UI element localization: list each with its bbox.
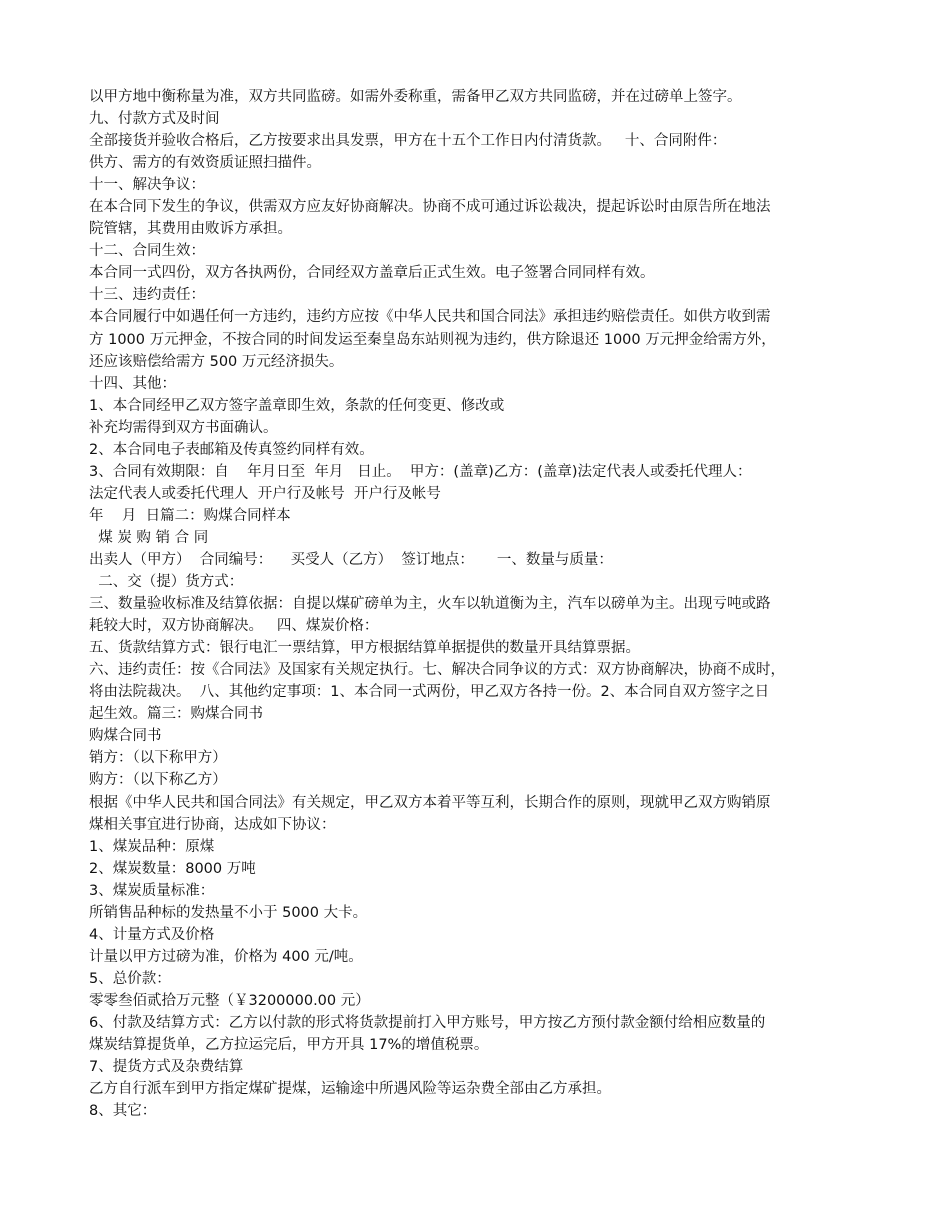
text-line: 方 1000 万元押金，不按合同的时间发运至秦皇岛东站则视为违约，供方除退还 1000 万元押金给需方外， (89, 331, 776, 348)
text-line: 煤炭结算提货单，乙方拉运完后，甲方开具 17%的增值税票。 (89, 1037, 489, 1054)
text-line: 煤相关事宜进行协商，达成如下协议： (89, 816, 336, 833)
text-line: 根据《中华人民共和国合同法》有关规定，甲乙双方本着平等互利，长期合作的原则，现就甲乙双方购销原 (89, 794, 771, 811)
text-line: 六、违约责任：按《合同法》及国家有关规定执行。七、解决合同争议的方式：双方协商解决，协商不成时， (89, 662, 785, 679)
section-heading: 十二、合同生效： (89, 243, 205, 260)
text-line: 将由法院裁决。 八、其他约定事项：1、本合同一式两份，甲乙双方各持一份。2、本合同自双方签字之日 (89, 684, 770, 701)
text-line: 三、数量验收标准及结算依据：自提以煤矿磅单为主，火车以轨道衡为主，汽车以磅单为主。出现亏吨或路 (89, 596, 771, 613)
text-line: 8、其它： (89, 1103, 157, 1120)
text-line: 3、煤炭质量标准： (89, 882, 215, 899)
text-line: 1、本合同经甲乙双方签字盖章即生效，条款的任何变更、修改或 (89, 397, 505, 414)
text-line: 耗较大时，双方协商解决。 四、煤炭价格： (89, 618, 379, 635)
section-heading: 十一、解决争议： (89, 177, 205, 194)
text-line: 本合同一式四份，双方各执两份，合同经双方盖章后正式生效。电子签署合同同样有效。 (89, 265, 655, 282)
section-heading: 十三、违约责任： (89, 287, 205, 304)
text-line: 补充均需得到双方书面确认。 (89, 419, 278, 436)
text-line: 法定代表人或委托代理人 开户行及帐号 开户行及帐号 (89, 485, 441, 502)
text-line: 乙方自行派车到甲方指定煤矿提煤，运输途中所遇风险等运杂费全部由乙方承担。 (89, 1081, 611, 1098)
text-line: 二、交（提）货方式： (89, 574, 244, 591)
text-line: 5、总价款： (89, 970, 171, 987)
section-heading: 十四、其他： (89, 375, 176, 392)
text-line: 6、付款及结算方式：乙方以付款的形式将货款提前打入甲方账号，甲方按乙方预付款金额付给相应数量的 (89, 1014, 766, 1031)
text-line: 7、提货方式及杂费结算 (89, 1059, 244, 1076)
contract-title: 购煤合同书 (89, 728, 162, 745)
text-line: 本合同履行中如遇任何一方违约，违约方应按《中华人民共和国合同法》承担违约赔偿责任。如供方收到需 (89, 309, 771, 326)
text-line: 院管辖，其费用由败诉方承担。 (89, 221, 292, 238)
text-line: 2、煤炭数量：8000 万吨 (89, 860, 256, 877)
text-line: 购方：（以下称乙方） (89, 772, 227, 789)
text-line: 计量以甲方过磅为准，价格为 400 元/吨。 (89, 948, 363, 965)
text-line: 起生效。篇三：购煤合同书 (89, 706, 263, 723)
text-line: 全部接货并验收合格后，乙方按要求出具发票，甲方在十五个工作日内付清货款。 十、合同附件： (89, 133, 727, 150)
text-line: 1、煤炭品种：原煤 (89, 838, 215, 855)
text-line: 4、计量方式及价格 (89, 926, 215, 943)
section-heading: 九、付款方式及时间 (89, 111, 220, 128)
text-line: 所销售品种标的发热量不小于 5000 大卡。 (89, 904, 368, 921)
text-line: 在本合同下发生的争议，供需双方应友好协商解决。协商不成可通过诉讼裁决，提起诉讼时由原告所在地法 (89, 199, 771, 216)
text-line: 年 月 日篇二：购煤合同样本 (89, 507, 291, 524)
document-body (89, 86, 869, 1122)
text-line: 还应该赔偿给需方 500 万元经济损失。 (89, 353, 344, 370)
text-line: 出卖人（甲方） 合同编号： 买受人（乙方） 签订地点： 一、数量与质量： (89, 551, 613, 568)
text-line: 3、合同有效期限：自 年月日至 年月 日止。 甲方：(盖章)乙方：(盖章)法定代表人或委托代理人： (89, 463, 752, 480)
contract-title: 煤 炭 购 销 合 同 (89, 529, 209, 546)
text-line: 以甲方地中衡称量为准，双方共同监磅。如需外委称重，需备甲乙双方共同监磅，并在过磅单上签字。 (89, 89, 742, 105)
text-line: 五、货款结算方式：银行电汇一票结算，甲方根据结算单据提供的数量开具结算票据。 (89, 640, 640, 657)
text-line: 零零叁佰贰拾万元整（￥3200000.00 元） (89, 992, 370, 1009)
text-line: 2、本合同电子表邮箱及传真签约同样有效。 (89, 441, 374, 458)
text-line: 供方、需方的有效资质证照扫描件。 (89, 155, 321, 172)
text-line: 销方：（以下称甲方） (89, 750, 227, 767)
